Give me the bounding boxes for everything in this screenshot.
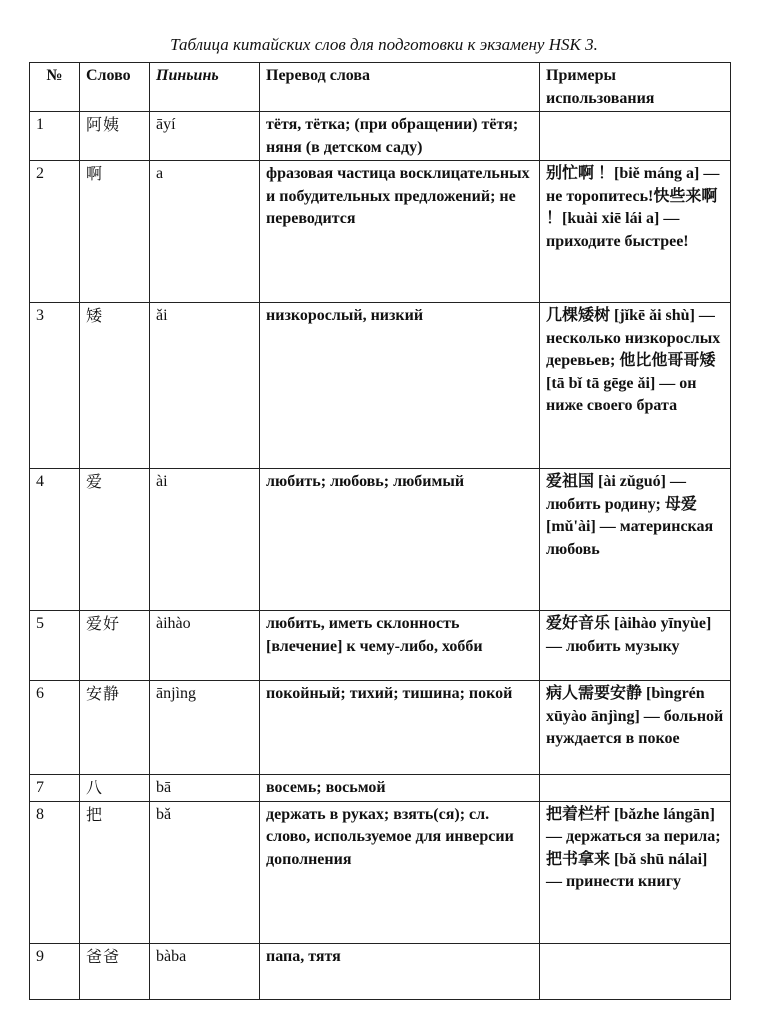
row-number: 5: [30, 611, 80, 681]
row-number: 1: [30, 112, 80, 161]
table-row: [30, 801, 731, 943]
translation: фразовая частица восклицательных и побудительных предложений; не переводится: [260, 161, 540, 303]
chinese-word: 八: [80, 775, 150, 802]
column-header-examples: Примеры использования: [540, 63, 731, 112]
table-row: [30, 943, 731, 999]
pinyin: ǎi: [150, 303, 260, 469]
table-header-row: [30, 63, 731, 112]
row-number: 4: [30, 469, 80, 611]
translation: низкорослый, низкий: [260, 303, 540, 469]
chinese-word: 把: [80, 801, 150, 943]
table-row: [30, 611, 731, 681]
pinyin: bàba: [150, 943, 260, 999]
translation: папа, тятя: [260, 943, 540, 999]
pinyin: ānjìng: [150, 681, 260, 775]
row-number: 7: [30, 775, 80, 802]
usage-example: 病人需要安静 [bìngrén xūyào ānjìng] — больной нуждается в покое: [540, 681, 731, 775]
row-number: 2: [30, 161, 80, 303]
row-number: 9: [30, 943, 80, 999]
document-title: Таблица китайских слов для подготовки к экзамену HSK 3.: [170, 35, 598, 54]
chinese-word: 啊: [80, 161, 150, 303]
row-number: 6: [30, 681, 80, 775]
table-row: [30, 681, 731, 775]
usage-example: [540, 112, 731, 161]
translation: любить; любовь; любимый: [260, 469, 540, 611]
usage-example: 爱好音乐 [àihào yīnyùe] — любить музыку: [540, 611, 731, 681]
chinese-word: 安静: [80, 681, 150, 775]
usage-example: 把着栏杆 [bǎzhe lángān] — держаться за перила; 把书拿来 [bǎ shū nálai] — принести книгу: [540, 801, 731, 943]
chinese-word: 爱: [80, 469, 150, 611]
pinyin: bā: [150, 775, 260, 802]
translation: любить, иметь склонность [влечение] к чему-либо, хобби: [260, 611, 540, 681]
table-row: [30, 112, 731, 161]
column-header-translation: Перевод слова: [260, 63, 540, 112]
translation: держать в руках; взять(ся); сл. слово, используемое для инверсии дополнения: [260, 801, 540, 943]
pinyin: a: [150, 161, 260, 303]
column-header-pinyin: Пиньинь: [150, 63, 260, 112]
column-header-word: Слово: [80, 63, 150, 112]
table-row: [30, 469, 731, 611]
table-row: [30, 775, 731, 802]
pinyin: àihào: [150, 611, 260, 681]
pinyin: āyí: [150, 112, 260, 161]
translation: тётя, тётка; (при обращении) тётя; няня (в детском саду): [260, 112, 540, 161]
chinese-word: 阿姨: [80, 112, 150, 161]
usage-example: 爱祖国 [ài zǔguó] — любить родину; 母爱 [mǔ'ài] — материнская любовь: [540, 469, 731, 611]
pinyin: bǎ: [150, 801, 260, 943]
row-number: 8: [30, 801, 80, 943]
column-header-number: №: [30, 63, 80, 112]
vocabulary-table: [29, 62, 731, 1000]
chinese-word: 矮: [80, 303, 150, 469]
usage-example: 别忙啊 ！[biě máng a] — не торопитесь!快些来啊 ！[kuài xiē lái a] — приходите быстрее!: [540, 161, 731, 303]
chinese-word: 爸爸: [80, 943, 150, 999]
translation: покойный; тихий; тишина; покой: [260, 681, 540, 775]
table-row: [30, 303, 731, 469]
table-row: [30, 161, 731, 303]
usage-example: 几棵矮树 [jǐkē ǎi shù] — несколько низкорослых деревьев; 他比他哥哥矮 [tā bǐ tā gēge ǎi] — он ниже своего брата: [540, 303, 731, 469]
usage-example: [540, 943, 731, 999]
usage-example: [540, 775, 731, 802]
chinese-word: 爱好: [80, 611, 150, 681]
translation: восемь; восьмой: [260, 775, 540, 802]
pinyin: ài: [150, 469, 260, 611]
row-number: 3: [30, 303, 80, 469]
